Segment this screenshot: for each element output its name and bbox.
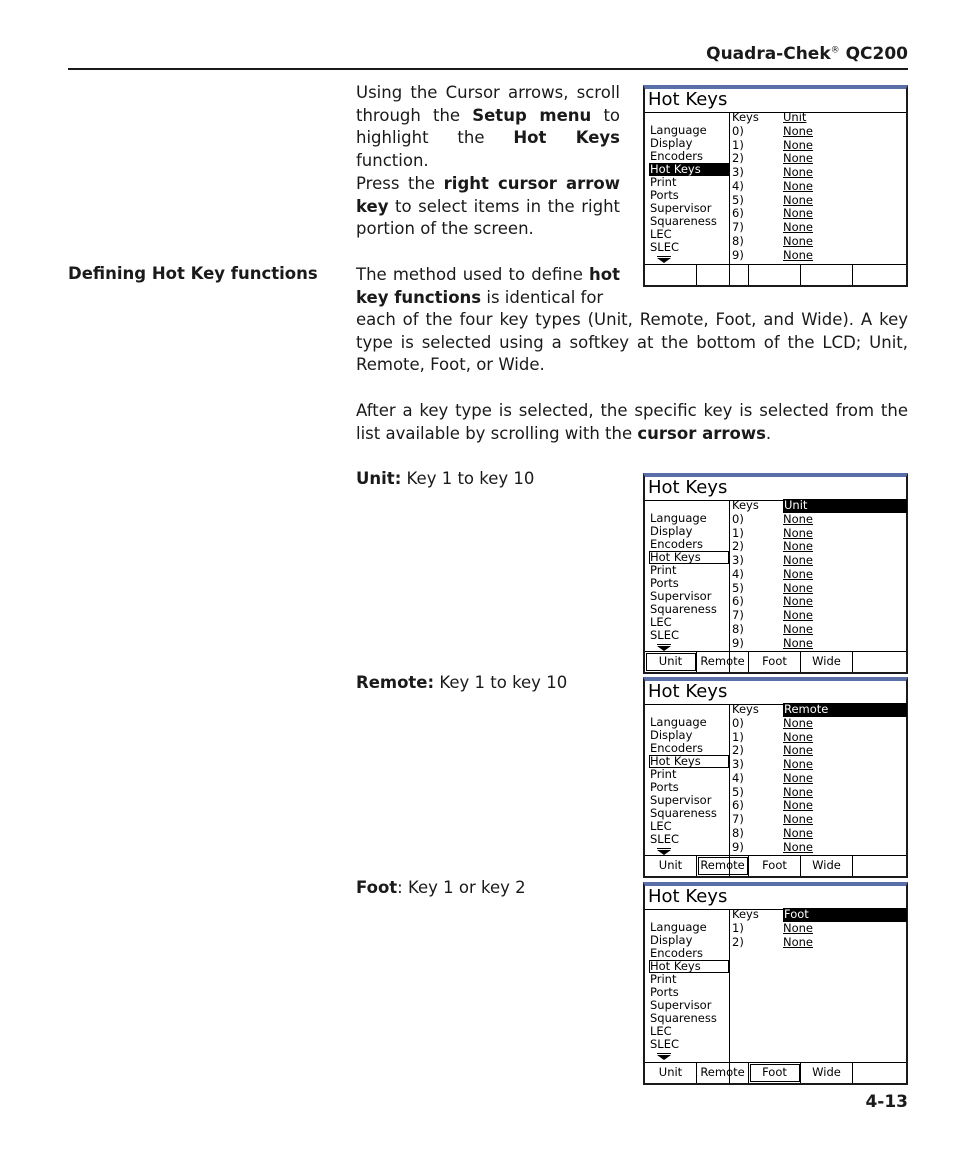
key-number: 6): [732, 594, 744, 609]
key-number: 1): [732, 920, 744, 935]
keys-header: Keys: [732, 702, 759, 716]
paragraph-scroll-setup: Using the Cursor arrows, scroll through the Setup menu to highlight the Hot Keys function.: [356, 83, 621, 170]
key-number: 9): [732, 839, 744, 854]
key-type-header: Unit: [783, 110, 807, 124]
key-function-value[interactable]: None: [783, 635, 814, 650]
key-number: 5): [732, 784, 744, 799]
lcd-menu-item[interactable]: Display: [650, 933, 693, 947]
key-function-value[interactable]: None: [783, 743, 814, 758]
key-function-value[interactable]: None: [783, 511, 814, 526]
lcd-menu-item[interactable]: SLEC: [650, 628, 680, 642]
softkey-remote[interactable]: Remote: [697, 1063, 749, 1083]
lcd-menu-item[interactable]: Supervisor: [650, 998, 712, 1012]
key-function-value[interactable]: None: [783, 151, 814, 166]
lcd-divider: [729, 112, 730, 285]
lcd-menu-item[interactable]: Encoders: [650, 741, 704, 755]
lcd-menu-item[interactable]: Language: [650, 511, 707, 525]
lcd-menu-item[interactable]: Print: [650, 175, 677, 189]
lcd-title: Hot Keys: [648, 477, 728, 498]
key-number: 3): [732, 757, 744, 771]
lcd-screen: [643, 677, 908, 878]
key-function-value[interactable]: None: [783, 123, 814, 138]
lcd-menu-item[interactable]: Encoders: [650, 537, 704, 551]
key-function-value[interactable]: None: [783, 580, 814, 595]
softkey-blank[interactable]: [645, 265, 697, 285]
key-function-value[interactable]: None: [783, 594, 814, 609]
key-number: 0): [732, 511, 744, 526]
softkey-wide[interactable]: Wide: [801, 1063, 853, 1083]
softkey-blank[interactable]: [801, 265, 853, 285]
lcd-menu-item[interactable]: Supervisor: [650, 793, 712, 807]
lcd-menu-item[interactable]: Display: [650, 136, 693, 150]
key-function-value[interactable]: None: [783, 920, 814, 935]
lcd-menu-item[interactable]: SLEC: [650, 1037, 680, 1051]
softkey-remote[interactable]: Remote: [697, 652, 749, 672]
lcd-setup-menu: [649, 124, 729, 254]
lcd-setup-menu: [649, 512, 729, 642]
key-number: 1): [732, 729, 744, 744]
key-number: 6): [732, 798, 744, 813]
lcd-divider: [729, 704, 730, 876]
key-function-value[interactable]: None: [783, 621, 814, 636]
softkey-blank[interactable]: [853, 265, 906, 285]
key-number: 3): [732, 553, 744, 567]
softkey-blank[interactable]: [853, 1063, 906, 1083]
lcd-menu-item[interactable]: Language: [650, 715, 707, 729]
softkey-wide[interactable]: Wide: [801, 652, 853, 672]
key-number: 4): [732, 770, 744, 785]
key-number: 2): [732, 934, 744, 949]
softkey-bar: [645, 264, 906, 285]
running-header: Quadra-Chek® QC200: [706, 44, 908, 64]
lcd-menu-item[interactable]: LEC: [650, 1024, 672, 1038]
key-function-value[interactable]: None: [783, 757, 814, 771]
key-function-value[interactable]: None: [783, 784, 814, 799]
lcd-menu-item[interactable]: Hot Keys: [649, 960, 729, 973]
key-function-value[interactable]: None: [783, 192, 814, 207]
key-number: 9): [732, 247, 744, 262]
lcd-title: Hot Keys: [648, 89, 728, 110]
key-number: 0): [732, 715, 744, 730]
lcd-menu-item[interactable]: Print: [650, 767, 677, 781]
softkey-wide[interactable]: Wide: [801, 856, 853, 876]
key-function-value[interactable]: None: [783, 812, 814, 826]
lcd-menu-item[interactable]: Language: [650, 123, 707, 137]
paragraph-key-types: each of the four key types (Unit, Remote, Foot, and Wide). A key type is selected using a softkey at the bottom of the LCD; Unit, Remote, Foot, or Wide.: [356, 310, 908, 374]
keys-header: Keys: [732, 110, 759, 124]
remote-label: Remote: Key 1 to key 10: [356, 673, 568, 692]
key-number: 0): [732, 123, 744, 138]
lcd-screen: [643, 882, 908, 1085]
key-number: 4): [732, 178, 744, 193]
key-number: 8): [732, 825, 744, 840]
scroll-down-arrow-icon: [657, 258, 671, 263]
scroll-down-icon: [657, 1053, 671, 1054]
lcd-menu-item[interactable]: Language: [650, 920, 707, 934]
unit-label: Unit: Key 1 to key 10: [356, 469, 535, 488]
lcd-menu-item[interactable]: Squareness: [650, 1011, 717, 1025]
key-type-header: Foot: [784, 907, 809, 921]
lcd-title: Hot Keys: [648, 886, 728, 907]
key-function-value[interactable]: None: [783, 566, 814, 581]
lcd-menu-item[interactable]: SLEC: [650, 240, 680, 254]
key-number: 8): [732, 621, 744, 636]
lcd-menu-item[interactable]: Ports: [650, 188, 679, 202]
lcd-menu-item[interactable]: Squareness: [650, 602, 717, 616]
lcd-divider: [729, 500, 730, 672]
softkey-bar: [645, 651, 906, 672]
lcd-menu-item[interactable]: Print: [650, 972, 677, 986]
page-number: 4-13: [865, 1092, 908, 1112]
keys-header: Keys: [732, 907, 759, 921]
lcd-values-column: [783, 111, 907, 262]
lcd-menu-item[interactable]: Display: [650, 524, 693, 538]
key-number: 7): [732, 220, 744, 234]
key-number: 8): [732, 233, 744, 248]
key-function-value[interactable]: None: [783, 770, 814, 785]
lcd-menu-item[interactable]: Hot Keys: [649, 163, 729, 176]
key-number: 7): [732, 812, 744, 826]
softkey-foot[interactable]: Foot: [749, 1063, 801, 1083]
key-number: 9): [732, 635, 744, 650]
section-heading: Defining Hot Key functions: [68, 264, 318, 283]
lcd-menu-item[interactable]: Hot Keys: [649, 551, 729, 564]
key-number: 6): [732, 206, 744, 221]
key-function-value[interactable]: None: [783, 525, 814, 540]
lcd-menu-item[interactable]: LEC: [650, 615, 672, 629]
softkey-blank[interactable]: [853, 652, 906, 672]
key-function-value[interactable]: None: [783, 934, 814, 949]
key-number: 3): [732, 165, 744, 179]
key-function-value[interactable]: None: [783, 178, 814, 193]
lcd-menu-item[interactable]: Ports: [650, 576, 679, 590]
softkey-blank[interactable]: [697, 265, 749, 285]
paragraph-define-intro: The method used to define hot key functions is identical for: [356, 265, 620, 307]
foot-label: Foot: Key 1 or key 2: [356, 878, 526, 897]
scroll-down-icon: [657, 848, 671, 849]
key-function-value[interactable]: None: [783, 553, 814, 567]
lcd-menu-item[interactable]: Squareness: [650, 806, 717, 820]
lcd-values-column: [783, 703, 907, 854]
key-number: 7): [732, 608, 744, 622]
lcd-keys-column: [732, 499, 772, 650]
lcd-menu-item[interactable]: Ports: [650, 985, 679, 999]
key-function-value[interactable]: None: [783, 608, 814, 622]
key-type-header: Unit: [784, 498, 808, 512]
lcd-menu-item[interactable]: SLEC: [650, 832, 680, 846]
key-function-value[interactable]: None: [783, 220, 814, 234]
softkey-unit[interactable]: Unit: [645, 856, 697, 876]
scroll-down-icon: [657, 644, 671, 645]
key-number: 1): [732, 525, 744, 540]
softkey-bar: [645, 855, 906, 876]
lcd-menu-item[interactable]: Hot Keys: [649, 755, 729, 768]
softkey-unit[interactable]: Unit: [645, 652, 697, 672]
key-number: 5): [732, 192, 744, 207]
lcd-menu-item[interactable]: Display: [650, 728, 693, 742]
lcd-keys-column: [732, 703, 772, 854]
key-function-value[interactable]: None: [783, 825, 814, 840]
lcd-menu-item[interactable]: LEC: [650, 227, 672, 241]
lcd-menu-item[interactable]: Supervisor: [650, 201, 712, 215]
lcd-keys-column: [732, 111, 772, 262]
lcd-menu-item[interactable]: Ports: [650, 780, 679, 794]
scroll-down-arrow-icon: [657, 1055, 671, 1060]
paragraph-right-arrow: Press the right cursor arrow key to select items in the right portion of the screen.: [356, 174, 620, 238]
lcd-setup-menu: [649, 716, 729, 846]
softkey-bar: [645, 1062, 906, 1083]
key-function-value[interactable]: None: [783, 165, 814, 179]
key-function-value[interactable]: None: [783, 137, 814, 152]
key-number: 2): [732, 151, 744, 166]
softkey-remote[interactable]: Remote: [697, 856, 749, 876]
key-number: 5): [732, 580, 744, 595]
lcd-setup-menu: [649, 921, 729, 1051]
key-function-value[interactable]: None: [783, 539, 814, 554]
lcd-screen: [643, 473, 908, 674]
softkey-blank[interactable]: [749, 265, 801, 285]
paragraph-select-key: After a key type is selected, the specific key is selected from the list available by scrolling with the cursor arrows.: [356, 401, 908, 443]
key-function-value[interactable]: None: [783, 798, 814, 813]
softkey-foot[interactable]: Foot: [749, 652, 801, 672]
lcd-screen: [643, 85, 908, 287]
key-function-value[interactable]: None: [783, 729, 814, 744]
softkey-foot[interactable]: Foot: [749, 856, 801, 876]
header-rule: [68, 68, 908, 70]
key-number: 4): [732, 566, 744, 581]
key-function-value[interactable]: None: [783, 233, 814, 248]
key-function-value[interactable]: None: [783, 206, 814, 221]
lcd-menu-item[interactable]: Encoders: [650, 946, 704, 960]
lcd-title: Hot Keys: [648, 681, 728, 702]
lcd-values-column: [783, 499, 907, 650]
lcd-menu-item[interactable]: Print: [650, 563, 677, 577]
lcd-menu-item[interactable]: Squareness: [650, 214, 717, 228]
scroll-down-icon: [657, 256, 671, 257]
key-function-value[interactable]: None: [783, 839, 814, 854]
softkey-unit[interactable]: Unit: [645, 1063, 697, 1083]
key-function-value[interactable]: None: [783, 247, 814, 262]
key-function-value[interactable]: None: [783, 715, 814, 730]
lcd-divider: [729, 909, 730, 1083]
lcd-menu-item[interactable]: Supervisor: [650, 589, 712, 603]
key-type-header: Remote: [784, 702, 829, 716]
lcd-values-column: [783, 908, 907, 949]
key-number: 2): [732, 743, 744, 758]
lcd-menu-item[interactable]: LEC: [650, 819, 672, 833]
lcd-menu-item[interactable]: Encoders: [650, 149, 704, 163]
key-number: 2): [732, 539, 744, 554]
lcd-keys-column: [732, 908, 772, 949]
key-number: 1): [732, 137, 744, 152]
softkey-blank[interactable]: [853, 856, 906, 876]
keys-header: Keys: [732, 498, 759, 512]
